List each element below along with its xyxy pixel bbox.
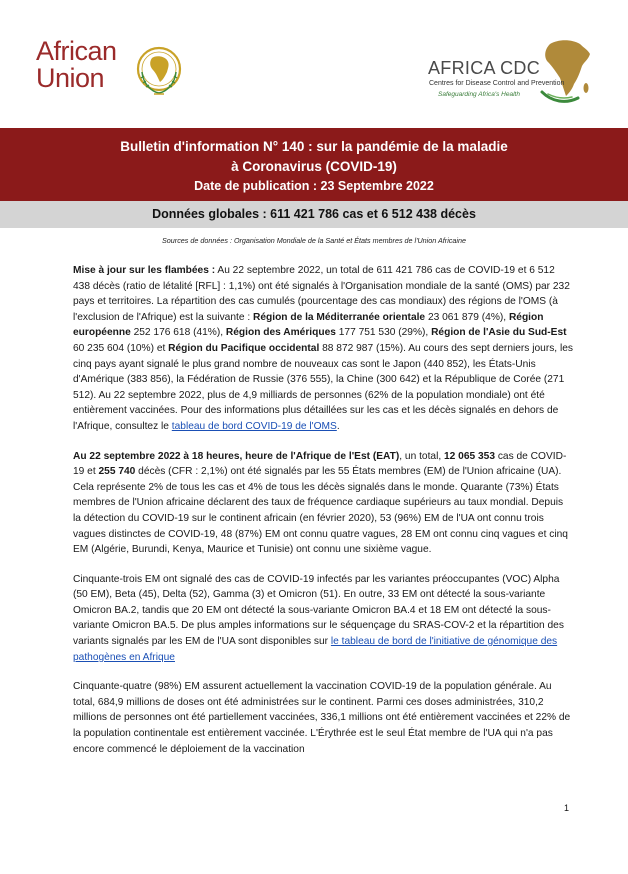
au-wordmark-line2: Union xyxy=(36,63,105,93)
global-data-bar: Données globales : 611 421 786 cas et 6 512 438 décès xyxy=(0,201,628,228)
cdc-tagline: Safeguarding Africa's Health xyxy=(438,91,520,98)
publication-date: Date de publication : 23 Septembre 2022 xyxy=(194,179,434,193)
genomics-dashboard-link[interactable]: le tableau de bord de l'initiative de génomique des pathogènes en Afrique xyxy=(73,636,558,663)
bulletin-body xyxy=(73,263,573,771)
data-sources-note: Sources de données : Organisation Mondiale de la Santé et États membres de l'Union Africaine xyxy=(162,236,466,245)
au-wordmark-line1: African xyxy=(36,36,117,66)
au-wordmark xyxy=(36,38,117,92)
cdc-title: AFRICA CDC xyxy=(428,58,541,78)
paragraph-vaccination: Cinquante-quatre (98%) EM assurent actuellement la vaccination COVID-19 de la population générale. Au total, 684,9 millions de doses ont été administrées sur le continent. Parmi ces doses administrées, 310,2 millions de personnes ont été partiellement vaccinées, 336,1 millions ont été entièrement vaccinées et 22% de la population continentale est entièrement vaccinée. L'Érythrée est le seul État membre de l'UA qui n'a pas encore commencé le déploiement de la vaccination xyxy=(73,681,571,755)
paragraph-africa-summary: Au 22 septembre 2022 à 18 heures, heure de l'Afrique de l'Est (EAT), un total, 12 065 353 cas de COVID-19 et 255 740 décès (CFR : 2,1%) ont été signalés par les 55 États membres (EM) de l'Union africaine (UA). Cela représente 2% de tous les cas et 4% de tous les décès signalés dans le monde. Quarante (73%) États membres de l'Union africaine déclarent des taux de fréquence cardiaque supérieurs au taux mondial. Depuis la détection du COVID-19 sur le continent africain (en février 2020), 53 (96%) EM de l'UA ont connu trois vagues distinctes de COVID-19, 48 (87%) EM ont connu quatre vagues, 28 EM ont connu cinq vagues et cinq EM (Algérie, Burundi, Kenya, Maurice et Tunisie) ont connu une sixième vague. xyxy=(73,450,568,556)
africa-cdc-logo xyxy=(428,36,598,110)
africa-map-icon xyxy=(536,36,596,108)
title-banner xyxy=(0,128,628,201)
african-union-logo xyxy=(36,38,186,104)
au-emblem-icon xyxy=(134,42,184,100)
page-number: 1 xyxy=(564,803,570,813)
page-header xyxy=(0,0,628,128)
bulletin-title-line2: à Coronavirus (COVID-19) xyxy=(231,159,397,174)
paragraph-variants: Cinquante-trois EM ont signalé des cas de COVID-19 infectés par les variantes préoccupantes (VOC) Alpha (50 EM), Beta (45), Delta (52), Gamma (3) et Omicron (51). En outre, 33 EM ont détecté la sous-variante Omicron BA.2, tandis que 20 EM ont détecté la sous-variante Omicron BA.4 et 18 EM ont détecté la sous-variante Omicron BA.5. De plus amples informations sur le séquençage du SRAS-COV-2 et la répartition des variants signalés par les EM de l'UA sont disponibles sur le tableau de bord de l'initiative de génomique des pathogènes en Afrique xyxy=(73,573,564,663)
bulletin-title-line1: Bulletin d'information N° 140 : sur la pandémie de la maladie xyxy=(120,139,508,154)
who-dashboard-link[interactable]: tableau de bord COVID-19 de l'OMS xyxy=(171,420,337,432)
paragraph-lead: Mise à jour sur les flambées : xyxy=(73,265,216,276)
cdc-subtitle: Centres for Disease Control and Prevention xyxy=(429,80,565,87)
paragraph-outbreak-update: Mise à jour sur les flambées : Au 22 septembre 2022, un total de 611 421 786 cas de COVID-19 et 6 512 438 décès (ratio de létalité [RFL] : 1,1%) ont été signalés à l'Organisation mondiale de la santé (OMS) par 232 pays et territoires. La répartition des cas cumulés (pourcentage des cas mondiaux) des régions de l'OMS (à l'exclusion de l'Afrique) est la suivante : Région de la Méditerranée orientale 23 061 879 (4%), Région européenne 252 176 618 (41%), Région des Amériques 177 751 530 (29%), Région de l'Asie du Sud-Est 60 235 604 (10%) et Région du Pacifique occidental 88 872 987 (15%). Au cours des sept derniers jours, les cinq pays ayant signalé le plus grand nombre de nouveaux cas sont le Japon (440 852), les États-Unis d'Amérique (383 856), la Fédération de Russie (376 555), la Chine (300 642) et la République de Corée (271 512). Au 22 septembre 2022, plus de 4,9 milliards de personnes (62% de la population mondiale) ont été entièrement vaccinées. Pour des informations plus détaillées sur les cas et les décès signalés en dehors de l'Afrique, consultez le tableau de bord COVID-19 de l'OMS. xyxy=(73,265,573,432)
